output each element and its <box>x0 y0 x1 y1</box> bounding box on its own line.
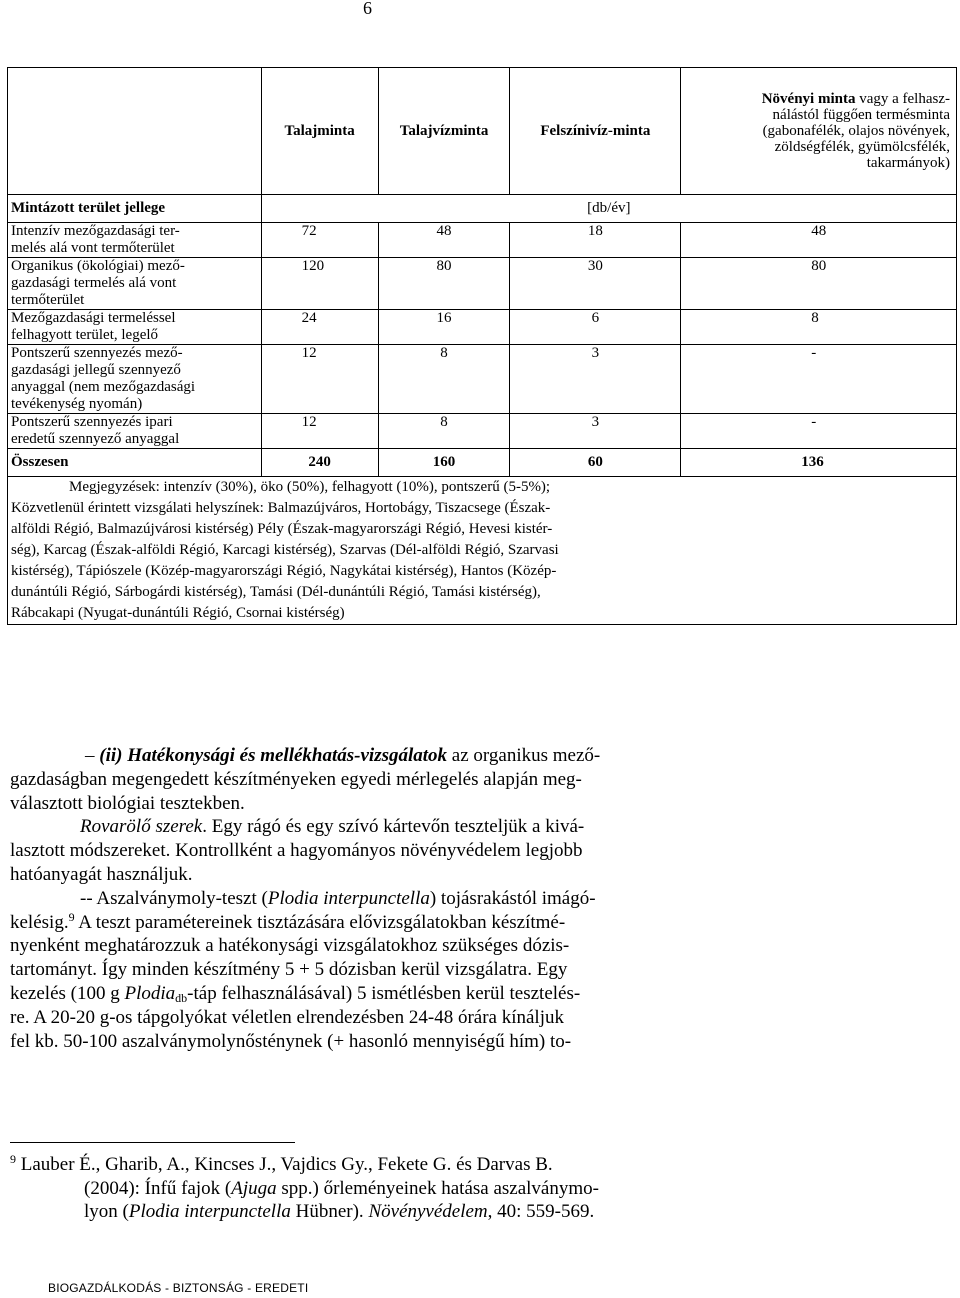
cell-talajvizminta: 8 <box>378 345 510 414</box>
fn-l3c: , 40: 559-569. <box>487 1201 595 1222</box>
table-notes <box>8 477 957 625</box>
header-novenyi-line5: takarmányok) <box>866 155 950 171</box>
table-body <box>8 223 957 449</box>
row-label-line: termőterület <box>11 292 85 308</box>
page-number: 6 <box>363 0 372 18</box>
section-title: Hatékonysági és mellékhatás-vizsgálatok <box>127 745 448 766</box>
p3-l5a: kezelés (100 g <box>10 982 125 1004</box>
p1-rest: az organikus mező- <box>447 745 601 766</box>
table-row <box>8 414 957 449</box>
cell-felsziniviz: 3 <box>510 414 681 449</box>
cell-talajvizminta: 16 <box>378 310 510 345</box>
row-label-line: gazdasági jellegű szennyező <box>11 362 181 378</box>
ii-label: (ii) <box>99 745 123 766</box>
row-label-line: felhagyott terület, legelő <box>11 327 159 343</box>
notes-line: kistérség), Tápiószele (Közép-magyarországi Régió, Nagykátai kistérség), Hantos (Közép- <box>11 563 557 579</box>
header-novenyi-line2: nálástól függően termésminta <box>772 107 950 123</box>
row-label-line: Pontszerű szennyezés ipari <box>11 414 173 430</box>
total-value-novenyi: 136 <box>681 449 957 477</box>
cell-felsziniviz: 18 <box>510 223 681 258</box>
cell-talajminta: 72 <box>261 223 378 258</box>
p3-line5 <box>10 982 725 1006</box>
sampling-table <box>7 67 957 625</box>
paragraph-aszalvanymoly <box>10 887 725 911</box>
unit-row-unit: [db/év] <box>261 195 956 223</box>
notes-line: Közvetlenül érintett vizsgálati helyszínek: Balmazújváros, Hortobágy, Tiszacsege (Észak- <box>11 500 551 516</box>
dash: – <box>85 745 100 766</box>
row-label-line: tevékenység nyomán) <box>11 396 143 412</box>
footnote-number: 9 <box>10 1152 16 1166</box>
table-header-row <box>8 68 957 195</box>
p1-line2: gazdaságban megengedett készítményeken egyedi mérlegelés alapján meg- <box>10 768 582 790</box>
row-label-line: melés alá vont termőterület <box>11 240 175 256</box>
plodia-italic: Plodia <box>124 982 176 1004</box>
cell-talajvizminta: 8 <box>378 414 510 449</box>
footnote <box>10 1153 730 1224</box>
paragraph-rovarolo <box>10 815 725 839</box>
row-label-line: eredetű szennyező anyaggal <box>11 431 180 447</box>
row-label-line: anyaggal (nem mezőgazdasági <box>11 379 196 395</box>
p3-line3: nyenként meghatározzuk a hatékonysági vizsgálatokhoz szükséges dózis- <box>10 935 570 957</box>
p3-l5b: -táp felhasználásával) 5 ismétlésben kerül tesztelés- <box>187 982 581 1004</box>
cell-talajminta: 12 <box>261 345 378 414</box>
p1-line3: választott biológiai tesztekben. <box>10 792 245 814</box>
total-value-felsziniviz: 60 <box>510 449 681 477</box>
cell-felsziniviz: 6 <box>510 310 681 345</box>
cell-novenyi: - <box>681 345 957 414</box>
fn-l3a: lyon ( <box>84 1201 129 1222</box>
p3-line6: re. A 20-20 g-os tápgolyókat véletlen elrendezésben 24-48 órára kínáljuk <box>10 1006 564 1028</box>
p2-rest: . Egy rágó és egy szívó kártevőn teszteljük a kivá- <box>202 816 585 838</box>
rovarolo-label: Rovarölő szerek <box>80 816 203 838</box>
table-row <box>8 310 957 345</box>
p2-line3: hatóanyagát használjuk. <box>10 863 193 885</box>
p3-l2a: kelésig. <box>10 911 69 933</box>
p3-line4: tartományt. Így minden készítmény 5 + 5 dózisban kerül vizsgálatra. Egy <box>10 959 568 981</box>
header-novenyi-bold: Növényi minta <box>761 91 856 107</box>
fn-l2a: (2004): Ínfű fajok ( <box>84 1177 232 1199</box>
total-value-talajvizminta: 160 <box>378 449 510 477</box>
table-row <box>8 258 957 310</box>
notes-line: Megjegyzések: intenzív (30%), öko (50%), felhagyott (10%), pontszerű (5-5%); <box>69 479 551 495</box>
header-novenyi-line3: (gabonafélék, olajos növények, <box>762 123 950 139</box>
header-novenyi-line4: zöldségfélék, gyümölcsfélék, <box>774 139 950 155</box>
paragraph-ii <box>10 744 725 768</box>
table-row <box>8 223 957 258</box>
p3-a: -- Aszalványmoly-teszt ( <box>80 887 268 909</box>
notes-line: ség), Karcag (Észak-alföldi Régió, Karcagi kistérség), Szarvas (Dél-alföldi Régió, Szarvasi <box>11 542 559 558</box>
p3-line7: fel kb. 50-100 aszalványmolynősténynek (+ hasonló mennyiségű hím) to- <box>10 1030 572 1052</box>
row-label-line: gazdasági termelés alá vont <box>11 275 177 291</box>
row-label <box>8 258 262 310</box>
db-sub: db <box>175 990 188 1005</box>
row-label-line: Mezőgazdasági termeléssel <box>11 310 176 326</box>
row-label <box>8 223 262 258</box>
p3-l2b: A teszt paramétereinek tisztázására elővizsgálatokban készítmé- <box>74 911 566 933</box>
cell-felsziniviz: 30 <box>510 258 681 310</box>
row-label <box>8 414 262 449</box>
header-novenyi-minta <box>681 68 957 195</box>
footnote-line3 <box>10 1200 730 1224</box>
fn-l2b: spp.) őrleményeinek hatása aszalványmo- <box>276 1177 599 1199</box>
total-label: Összesen <box>8 449 262 477</box>
footnote-separator <box>10 1142 295 1143</box>
header-felsziniviz-minta: Felszínivíz-minta <box>510 68 681 195</box>
row-label-line: Organikus (ökológiai) mező- <box>11 258 185 274</box>
cell-novenyi: 80 <box>681 258 957 310</box>
body-text <box>10 744 725 1053</box>
footnote-ref: 9 <box>68 909 75 924</box>
notes-line: dunántúli Régió, Sárbogárdi kistérség), Tamási (Dél-dunántúli Régió, Tamási kistérség), <box>11 584 541 600</box>
cell-novenyi: 48 <box>681 223 957 258</box>
cell-talajminta: 12 <box>261 414 378 449</box>
p3-b: ) tojásrakástól imágó- <box>429 887 596 909</box>
cell-felsziniviz: 3 <box>510 345 681 414</box>
unit-row <box>8 195 957 223</box>
header-talajminta: Talajminta <box>261 68 378 195</box>
p3-line2 <box>10 911 725 935</box>
table-row <box>8 345 957 414</box>
page-footer: BIOGAZDÁLKODÁS - BIZTONSÁG - EREDETI <box>48 1281 309 1295</box>
notes-line: alföldi Régió, Balmazújvárosi kistérség) Pély (Észak-magyarországi Régió, Hevesi kistér- <box>11 521 553 537</box>
fn-l3b: Hübner). <box>290 1201 369 1222</box>
fn-journal: Növényvédelem <box>368 1201 488 1222</box>
fn-plodia: Plodia interpunctella <box>128 1201 291 1222</box>
header-talajvizminta: Talajvízminta <box>378 68 510 195</box>
footnote-line2 <box>10 1177 730 1201</box>
notes-line: Rábcakapi (Nyugat-dunántúli Régió, Csornai kistérség) <box>11 605 345 621</box>
unit-row-label: Mintázott terület jellege <box>8 195 262 223</box>
header-empty-cell <box>8 68 262 195</box>
header-novenyi-rest: vagy a felhasz- <box>859 91 950 107</box>
cell-talajvizminta: 48 <box>378 223 510 258</box>
cell-talajvizminta: 80 <box>378 258 510 310</box>
cell-talajminta: 120 <box>261 258 378 310</box>
fn-ajuga: Ajuga <box>231 1177 277 1199</box>
total-row <box>8 449 957 477</box>
plodia-name: Plodia interpunctella <box>267 887 430 909</box>
notes-row <box>8 477 957 625</box>
cell-novenyi: 8 <box>681 310 957 345</box>
cell-talajminta: 24 <box>261 310 378 345</box>
footnote-line1 <box>10 1153 730 1177</box>
cell-novenyi: - <box>681 414 957 449</box>
footnote-authors: Lauber É., Gharib, A., Kincses J., Vajdics Gy., Fekete G. és Darvas B. <box>16 1154 553 1175</box>
row-label-line: Pontszerű szennyezés mező- <box>11 345 183 361</box>
row-label <box>8 345 262 414</box>
row-label <box>8 310 262 345</box>
total-value-talajminta: 240 <box>261 449 378 477</box>
row-label-line: Intenzív mezőgazdasági ter- <box>11 223 180 239</box>
p2-line2: lasztott módszereket. Kontrollként a hagyományos növényvédelem legjobb <box>10 840 583 862</box>
